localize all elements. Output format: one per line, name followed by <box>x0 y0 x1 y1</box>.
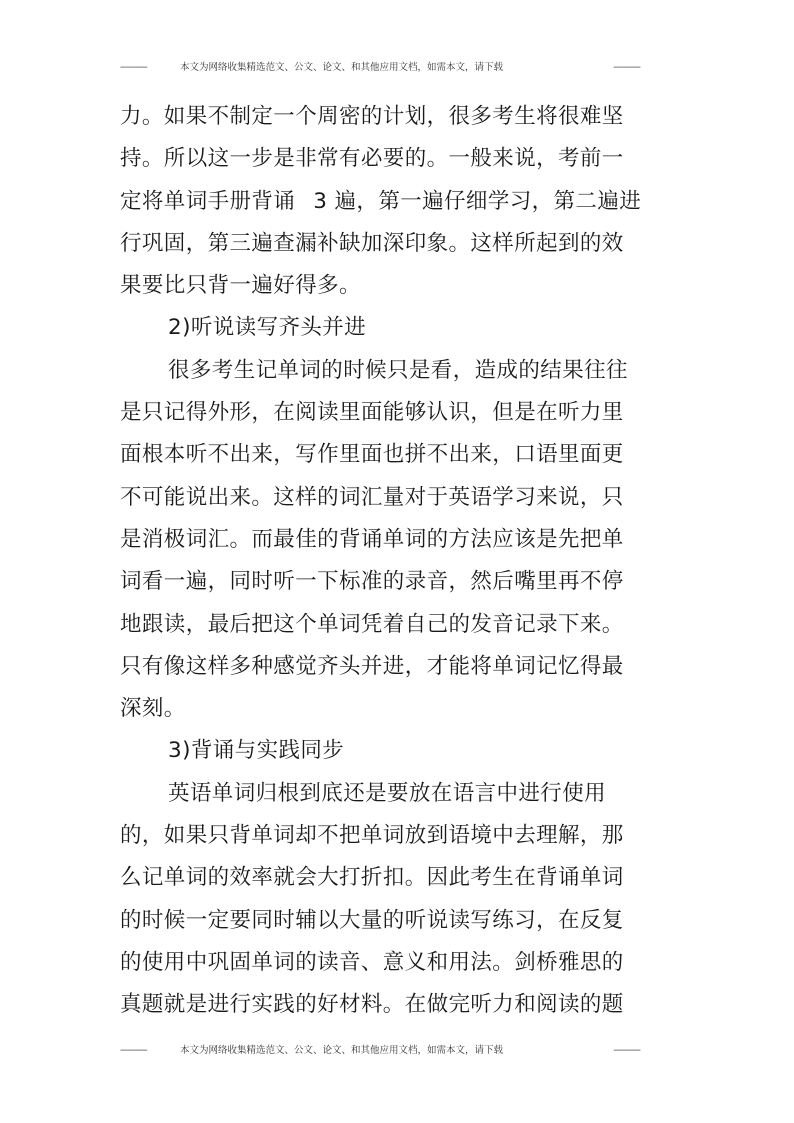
running-footer <box>120 1043 640 1059</box>
section-heading: 3)背诵与实践同步 <box>168 738 345 764</box>
header-dash-right: ----------- <box>613 62 640 73</box>
text-fragment: 3 遍，第一遍仔细学习，第二遍进 <box>313 188 642 214</box>
text-line: 么记单词的效率就会大打折扣。因此考生在背诵单词 <box>120 865 624 891</box>
text-line: 深刻。 <box>120 696 186 722</box>
text-line: 力。如果不制定一个周密的计划，很多考生将很难坚 <box>120 104 624 129</box>
text-line <box>120 181 660 223</box>
footer-text: 本文为网络收集精选范文、公文、论文、和其他应用文档，如需本文，请下载 <box>180 1045 504 1056</box>
section-heading: 2)听说读写齐头并进 <box>168 315 367 341</box>
running-header <box>120 60 640 76</box>
text-line: 持。所以这一步是非常有必要的。一般来说，考前一 <box>120 146 624 172</box>
footer-dash-left: ----------- <box>120 1045 147 1056</box>
text-line: 的时候一定要同时辅以大量的听说读写练习，在反复 <box>120 907 624 933</box>
text-line: 面根本听不出来，写作里面也拼不出来，口语里面更 <box>120 442 624 468</box>
document-body <box>120 96 660 1027</box>
text-line: 地跟读，最后把这个单词凭着自己的发音记录下来。 <box>120 611 624 637</box>
text-line: 果要比只背一遍好得多。 <box>120 273 361 299</box>
text-line: 是只记得外形，在阅读里面能够认识，但是在听力里 <box>120 400 624 426</box>
text-line: 很多考生记单词的时候只是看，造成的结果往往 <box>168 357 628 383</box>
header-text: 本文为网络收集精选范文、公文、论文、和其他应用文档，如需本文，请下载 <box>180 62 504 73</box>
header-dash-left: ----------- <box>120 62 147 73</box>
text-line: 不可能说出来。这样的词汇量对于英语学习来说，只 <box>120 484 624 510</box>
text-line: 的，如果只背单词却不把单词放到语境中去理解，那 <box>120 823 624 849</box>
text-line: 真题就是进行实践的好材料。在做完听力和阅读的题 <box>120 992 624 1018</box>
text-line: 只有像这样多种感觉齐头并进，才能将单词记忆得最 <box>120 653 624 679</box>
text-line: 行巩固，第三遍查漏补缺加深印象。这样所起到的效 <box>120 230 624 256</box>
text-fragment: 定将单词手册背诵 <box>120 188 296 214</box>
text-line: 词看一遍，同时听一下标准的录音，然后嘴里再不停 <box>120 569 624 595</box>
text-line: 的使用中巩固单词的读音、意义和用法。剑桥雅思的 <box>120 949 624 975</box>
footer-dash-right: ----------- <box>613 1045 640 1056</box>
text-line: 英语单词归根到底还是要放在语言中进行使用 <box>168 780 607 806</box>
text-line: 是消极词汇。而最佳的背诵单词的方法应该是先把单 <box>120 526 624 552</box>
